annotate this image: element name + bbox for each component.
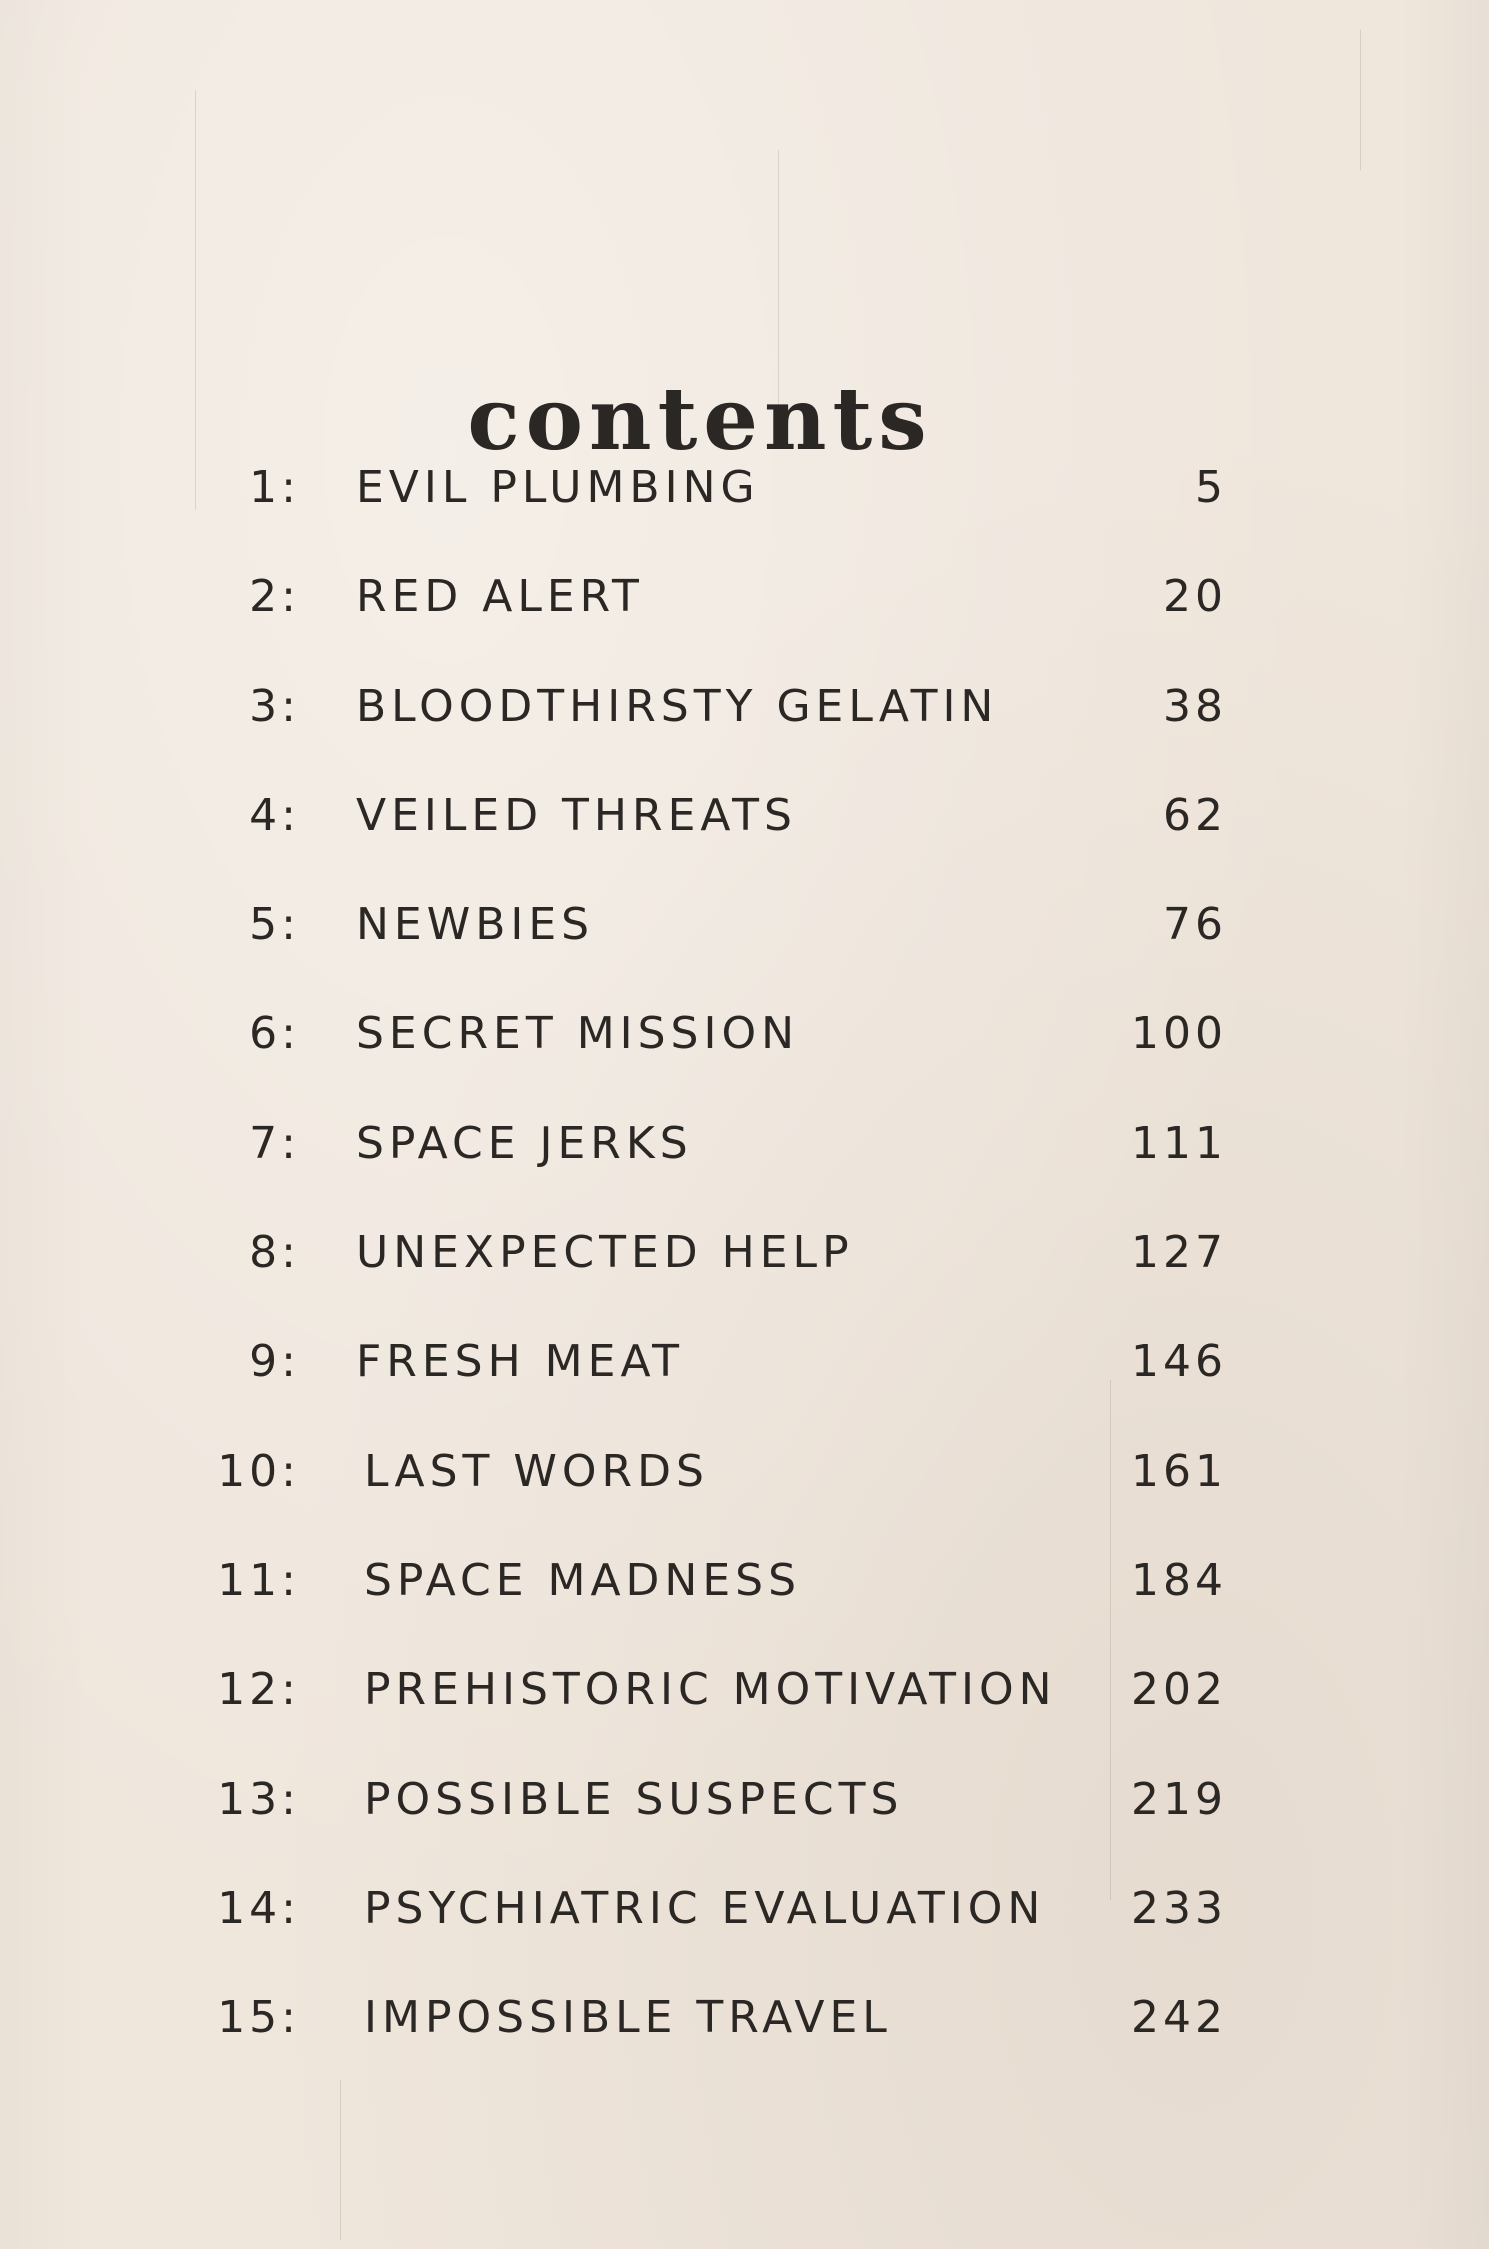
page-number: 219 <box>1131 1773 1227 1825</box>
page-number: 161 <box>1131 1445 1227 1497</box>
chapter-number: 5: <box>249 899 300 951</box>
chapter-title: UNEXPECTED HELP <box>356 1227 854 1279</box>
chapter-title: SPACE MADNESS <box>364 1554 802 1606</box>
toc-row <box>0 1322 1489 1431</box>
chapter-title: BLOODTHIRSTY GELATIN <box>356 680 999 732</box>
chapter-title: IMPOSSIBLE TRAVEL <box>364 1992 892 2044</box>
page-number: 38 <box>1163 680 1227 732</box>
toc-row <box>0 885 1489 994</box>
table-of-contents <box>0 448 1489 2087</box>
toc-row <box>0 557 1489 666</box>
chapter-title: PSYCHIATRIC EVALUATION <box>364 1882 1046 1934</box>
toc-row <box>0 1978 1489 2087</box>
chapter-number: 2: <box>249 571 300 623</box>
toc-row <box>0 1432 1489 1541</box>
page-number: 62 <box>1163 789 1227 841</box>
chapter-number: 8: <box>249 1227 300 1279</box>
chapter-number: 14: <box>217 1882 300 1934</box>
chapter-number: 6: <box>249 1008 300 1060</box>
toc-row <box>0 1213 1489 1322</box>
page-number: 76 <box>1163 899 1227 951</box>
chapter-number: 3: <box>249 680 300 732</box>
page-number: 20 <box>1163 571 1227 623</box>
page-number: 146 <box>1131 1336 1227 1388</box>
chapter-title: VEILED THREATS <box>356 789 797 841</box>
chapter-number: 11: <box>217 1554 300 1606</box>
paper-scratch <box>340 2080 341 2240</box>
chapter-number: 12: <box>217 1664 300 1716</box>
chapter-number: 13: <box>217 1773 300 1825</box>
toc-row <box>0 1650 1489 1759</box>
page-number: 5 <box>1195 462 1227 513</box>
chapter-title: EVIL PLUMBING <box>356 462 760 513</box>
toc-row <box>0 776 1489 885</box>
chapter-number: 9: <box>249 1336 300 1388</box>
page-number: 242 <box>1131 1992 1227 2044</box>
page-number: 184 <box>1131 1554 1227 1606</box>
page-number: 111 <box>1131 1117 1227 1169</box>
chapter-title: RED ALERT <box>356 571 644 623</box>
chapter-number: 1: <box>249 462 300 513</box>
chapter-title: FRESH MEAT <box>356 1336 685 1388</box>
chapter-number: 7: <box>249 1117 300 1169</box>
page-number: 100 <box>1131 1008 1227 1060</box>
toc-row <box>0 1760 1489 1869</box>
toc-row <box>0 1869 1489 1978</box>
chapter-title: SECRET MISSION <box>356 1008 800 1060</box>
page-title: contents <box>467 368 933 470</box>
page-number: 233 <box>1131 1882 1227 1934</box>
paper-scratch <box>1360 30 1361 170</box>
chapter-number: 4: <box>249 789 300 841</box>
page-number: 127 <box>1131 1227 1227 1279</box>
toc-row <box>0 1104 1489 1213</box>
chapter-title: SPACE JERKS <box>356 1117 693 1169</box>
toc-row <box>0 667 1489 776</box>
chapter-title: PREHISTORIC MOTIVATION <box>364 1664 1057 1716</box>
chapter-title: NEWBIES <box>356 899 595 951</box>
chapter-title: POSSIBLE SUSPECTS <box>364 1773 904 1825</box>
toc-row <box>0 448 1489 557</box>
chapter-number: 10: <box>217 1445 300 1497</box>
toc-row <box>0 994 1489 1103</box>
page-number: 202 <box>1131 1664 1227 1716</box>
chapter-number: 15: <box>217 1992 300 2044</box>
chapter-title: LAST WORDS <box>364 1445 709 1497</box>
toc-row <box>0 1541 1489 1650</box>
